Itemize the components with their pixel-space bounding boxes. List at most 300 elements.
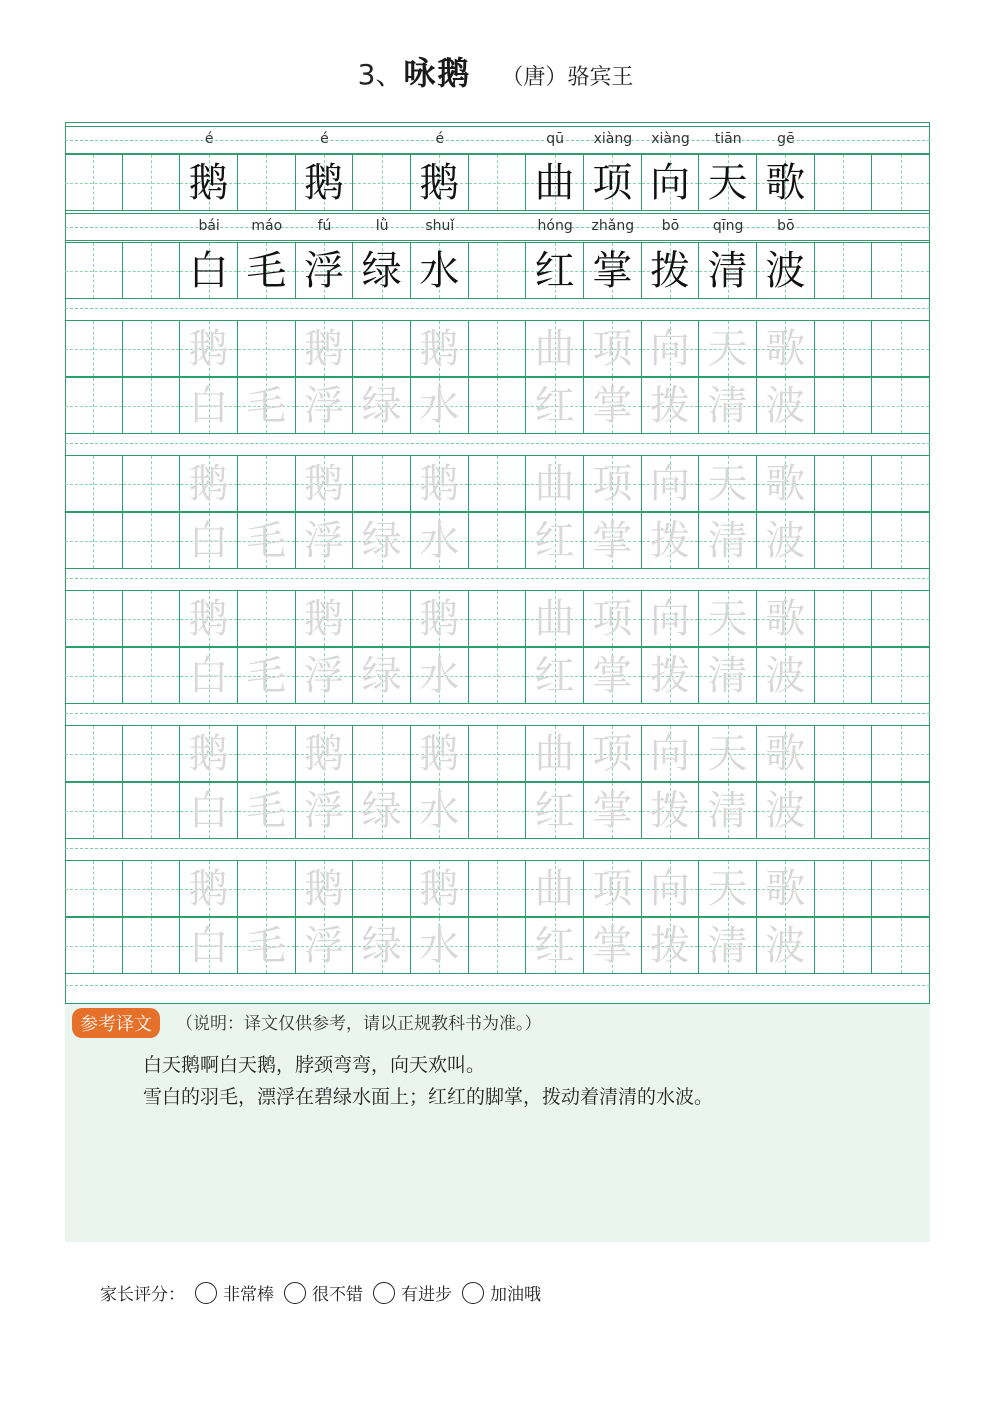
poem-title: 咏鹅 [403,54,472,92]
pinyin-syllable: máo [251,218,283,234]
tracing-character: 绿 [361,517,402,564]
tianzige-cell[interactable] [238,918,296,973]
tianzige-cell [757,243,815,298]
model-character: 向 [649,159,690,206]
pinyin-syllable: qīng [712,218,744,234]
tracing-character: 天 [707,460,748,507]
tracing-character: 浮 [303,517,344,564]
tracing-character: 毛 [246,517,287,564]
tianzige-cell[interactable] [526,321,584,376]
tracing-character: 拨 [649,652,690,699]
tianzige-cell[interactable] [353,861,411,916]
cell-guide-horizontal [815,349,872,350]
tracing-character: 掌 [592,922,633,969]
tianzige-cell[interactable] [123,861,181,916]
tianzige-cell[interactable] [526,726,584,781]
tianzige-cell[interactable] [699,456,757,511]
tracing-character: 曲 [534,460,575,507]
cell-guide-horizontal [469,183,526,184]
tianzige-cell[interactable] [584,783,642,838]
tianzige-cell[interactable] [296,513,354,568]
tianzige-cell[interactable] [238,591,296,646]
tracing-character: 毛 [246,922,287,969]
rating-option-label: 非常棒 [223,1285,274,1305]
tianzige-cell[interactable] [296,861,354,916]
tianzige-cell[interactable] [642,918,700,973]
tracing-character: 鹅 [188,730,229,777]
cell-guide-horizontal [65,271,122,272]
tianzige-cell[interactable] [65,378,123,433]
tianzige-cell[interactable] [65,726,123,781]
tianzige-cell[interactable] [65,456,123,511]
tianzige-cell[interactable] [526,378,584,433]
cell-guide-horizontal [65,754,122,755]
tianzige-cell[interactable] [469,648,527,703]
tianzige-cell[interactable] [872,648,930,703]
tianzige-cell[interactable] [469,726,527,781]
tianzige-cell[interactable] [526,648,584,703]
tianzige-cell [642,243,700,298]
tracing-character: 水 [419,652,460,699]
tianzige-cell[interactable] [872,591,930,646]
tracing-character: 拨 [649,787,690,834]
radio-circle-icon[interactable] [284,1282,306,1304]
tianzige-cell [757,155,815,210]
tracing-character: 向 [649,595,690,642]
tianzige-cell[interactable] [815,861,873,916]
tianzige-cell [872,155,930,210]
tracing-character: 向 [649,460,690,507]
tianzige-cell[interactable] [353,783,411,838]
tracing-character-row [65,860,930,917]
tianzige-cell[interactable] [296,321,354,376]
model-character: 绿 [361,247,402,294]
rating-option-label: 有进步 [401,1285,452,1305]
tracing-character: 水 [419,922,460,969]
tianzige-cell[interactable] [296,648,354,703]
tracing-character-row [65,377,930,434]
tianzige-cell[interactable] [353,726,411,781]
tianzige-cell[interactable] [469,918,527,973]
tianzige-cell [584,155,642,210]
cell-guide-horizontal [469,946,526,947]
tianzige-cell[interactable] [526,918,584,973]
tianzige-cell[interactable] [757,591,815,646]
tracing-character: 鹅 [303,730,344,777]
tianzige-cell[interactable] [872,321,930,376]
tianzige-cell[interactable] [872,861,930,916]
cell-guide-horizontal [353,889,410,890]
tracing-character: 鹅 [188,460,229,507]
tianzige-cell[interactable] [757,321,815,376]
tianzige-cell[interactable] [238,648,296,703]
tianzige-cell[interactable] [353,648,411,703]
tianzige-cell[interactable] [642,783,700,838]
tianzige-cell[interactable] [872,726,930,781]
translation-badge: 参考译文 [72,1008,160,1038]
tianzige-cell[interactable] [238,456,296,511]
tianzige-cell[interactable] [757,861,815,916]
tianzige-cell[interactable] [296,591,354,646]
tianzige-cell[interactable] [815,726,873,781]
tianzige-cell[interactable] [411,513,469,568]
tianzige-cell[interactable] [296,918,354,973]
tianzige-cell[interactable] [815,918,873,973]
cell-guide-horizontal [123,889,180,890]
cell-guide-horizontal [123,484,180,485]
tracing-character: 水 [419,517,460,564]
cell-guide-horizontal [872,946,929,947]
cell-guide-horizontal [353,349,410,350]
tianzige-cell[interactable] [238,861,296,916]
tianzige-cell [238,243,296,298]
tianzige-cell[interactable] [815,321,873,376]
cell-guide-horizontal [815,271,872,272]
tracing-character: 鹅 [303,325,344,372]
tianzige-cell[interactable] [238,321,296,376]
tracing-character: 红 [534,517,575,564]
pinyin-syllable: é [435,131,445,147]
cell-guide-horizontal [469,676,526,677]
tianzige-cell[interactable] [180,591,238,646]
tianzige-cell[interactable] [411,456,469,511]
tianzige-cell[interactable] [584,648,642,703]
translation-line-1: 白天鹅啊白天鹅，脖颈弯弯，向天欢叫。 [143,1054,486,1076]
tianzige-cell[interactable] [872,456,930,511]
tianzige-cell[interactable] [65,918,123,973]
tianzige-cell[interactable] [353,513,411,568]
tianzige-cell[interactable] [757,648,815,703]
tianzige-cell[interactable] [411,783,469,838]
tianzige-cell[interactable] [353,918,411,973]
tianzige-cell[interactable] [238,726,296,781]
tracing-character: 清 [707,787,748,834]
cell-guide-horizontal [238,754,295,755]
tianzige-cell[interactable] [123,726,181,781]
tianzige-cell[interactable] [526,861,584,916]
cell-guide-horizontal [65,183,122,184]
tracing-character: 鹅 [419,595,460,642]
rating-option-good[interactable] [284,1280,363,1305]
model-character: 水 [419,247,460,294]
tianzige-cell[interactable] [469,591,527,646]
tianzige-cell[interactable] [123,456,181,511]
tianzige-cell[interactable] [180,648,238,703]
tianzige-cell[interactable] [469,321,527,376]
tianzige-cell[interactable] [526,591,584,646]
tianzige-cell[interactable] [699,783,757,838]
tianzige-cell[interactable] [699,378,757,433]
cell-guide-horizontal [469,541,526,542]
model-character: 鹅 [303,159,344,206]
tracing-character: 天 [707,865,748,912]
translation-note: （说明：译文仅供参考，请以正规教科书为准。） [176,1014,542,1034]
tianzige-cell[interactable] [411,591,469,646]
tianzige-cell[interactable] [296,726,354,781]
tianzige-cell[interactable] [699,861,757,916]
tianzige-cell[interactable] [642,321,700,376]
tianzige-cell[interactable] [469,513,527,568]
tianzige-cell[interactable] [238,783,296,838]
tianzige-cell[interactable] [642,591,700,646]
tianzige-cell[interactable] [584,513,642,568]
tianzige-cell[interactable] [123,648,181,703]
model-character: 天 [707,159,748,206]
tianzige-cell[interactable] [584,861,642,916]
tianzige-cell[interactable] [469,456,527,511]
cell-guide-horizontal [872,889,929,890]
tracing-character: 天 [707,730,748,777]
tianzige-cell[interactable] [584,378,642,433]
radio-circle-icon[interactable] [195,1282,217,1304]
tianzige-cell[interactable] [872,783,930,838]
tianzige-cell[interactable] [123,918,181,973]
cell-guide-horizontal [123,619,180,620]
tianzige-cell[interactable] [180,513,238,568]
tracing-character: 红 [534,382,575,429]
tianzige-cell[interactable] [699,321,757,376]
tianzige-cell[interactable] [296,456,354,511]
cell-guide-horizontal [815,754,872,755]
tianzige-cell[interactable] [526,513,584,568]
tianzige-cell[interactable] [757,726,815,781]
translation-line-2: 雪白的羽毛，漂浮在碧绿水面上；红红的脚掌，拨动着清清的水波。 [143,1086,714,1108]
tianzige-cell [815,243,873,298]
tianzige-cell[interactable] [642,456,700,511]
tianzige-cell[interactable] [526,456,584,511]
tianzige-cell[interactable] [699,591,757,646]
tianzige-cell[interactable] [353,456,411,511]
tracing-character: 红 [534,922,575,969]
tracing-character: 毛 [246,787,287,834]
pinyin-syllable: hóng [537,218,573,234]
cell-guide-horizontal [469,484,526,485]
tracing-character: 向 [649,325,690,372]
radio-circle-icon[interactable] [462,1282,484,1304]
cell-guide-horizontal [815,619,872,620]
tianzige-cell[interactable] [815,456,873,511]
tianzige-cell[interactable] [815,648,873,703]
tianzige-cell [699,155,757,210]
rating-option-keep-going[interactable] [462,1280,541,1305]
tianzige-cell[interactable] [123,783,181,838]
cell-guide-horizontal [65,811,122,812]
tianzige-cell[interactable] [238,513,296,568]
tianzige-cell[interactable] [815,591,873,646]
tianzige-cell[interactable] [411,321,469,376]
tianzige-cell[interactable] [65,591,123,646]
cell-guide-horizontal [123,349,180,350]
tianzige-cell[interactable] [180,726,238,781]
tianzige-cell [123,243,181,298]
rating-option-excellent[interactable] [195,1280,274,1305]
tianzige-cell[interactable] [65,321,123,376]
tianzige-cell[interactable] [65,513,123,568]
tianzige-cell[interactable] [123,378,181,433]
tianzige-cell [872,243,930,298]
tracing-character: 拨 [649,517,690,564]
tianzige-cell[interactable] [65,861,123,916]
tianzige-cell[interactable] [296,783,354,838]
cell-guide-horizontal [65,349,122,350]
tianzige-cell[interactable] [411,648,469,703]
tianzige-cell[interactable] [411,378,469,433]
cell-guide-horizontal [872,754,929,755]
tianzige-cell[interactable] [123,591,181,646]
cell-guide-horizontal [815,811,872,812]
tianzige-cell[interactable] [296,378,354,433]
tracing-character: 掌 [592,517,633,564]
tianzige-cell[interactable] [757,918,815,973]
tianzige-cell[interactable] [180,918,238,973]
tianzige-cell [411,243,469,298]
tianzige-cell[interactable] [757,378,815,433]
tracing-character: 水 [419,787,460,834]
tianzige-cell[interactable] [815,378,873,433]
tianzige-cell[interactable] [526,783,584,838]
cell-guide-horizontal [123,811,180,812]
tianzige-cell [65,243,123,298]
tianzige-cell[interactable] [180,378,238,433]
tianzige-cell [469,155,527,210]
tianzige-cell[interactable] [872,918,930,973]
tianzige-cell[interactable] [642,513,700,568]
tianzige-cell[interactable] [238,378,296,433]
group-separator-line [65,308,930,309]
tianzige-cell[interactable] [123,513,181,568]
tianzige-cell [526,243,584,298]
tianzige-cell[interactable] [699,918,757,973]
tianzige-cell [642,155,700,210]
tracing-character: 白 [188,517,229,564]
tianzige-cell[interactable] [123,321,181,376]
tracing-character: 鹅 [303,595,344,642]
tianzige-cell[interactable] [872,378,930,433]
cell-guide-horizontal [872,183,929,184]
cell-guide-horizontal [469,811,526,812]
cell-guide-horizontal [65,889,122,890]
tracing-character: 绿 [361,652,402,699]
model-character: 拨 [649,247,690,294]
tracing-character-row [65,320,930,377]
tianzige-cell[interactable] [469,861,527,916]
tianzige-cell[interactable] [757,513,815,568]
tracing-character: 绿 [361,382,402,429]
tianzige-cell[interactable] [757,456,815,511]
group-separator-line [65,713,930,714]
tracing-character-row [65,512,930,569]
tracing-character: 清 [707,517,748,564]
tracing-character: 项 [592,730,633,777]
tianzige-cell[interactable] [353,321,411,376]
radio-circle-icon[interactable] [373,1282,395,1304]
tianzige-cell[interactable] [411,918,469,973]
tracing-character: 项 [592,865,633,912]
tianzige-cell[interactable] [469,783,527,838]
tianzige-cell[interactable] [584,726,642,781]
tianzige-cell[interactable] [65,783,123,838]
cell-guide-horizontal [238,619,295,620]
tianzige-cell[interactable] [180,861,238,916]
tracing-character: 浮 [303,652,344,699]
tianzige-cell[interactable] [584,918,642,973]
tracing-character: 鹅 [419,730,460,777]
tianzige-cell[interactable] [642,861,700,916]
tianzige-cell[interactable] [411,861,469,916]
cell-guide-horizontal [815,889,872,890]
tianzige-cell[interactable] [353,378,411,433]
tianzige-cell[interactable] [180,783,238,838]
rating-option-progress[interactable] [373,1280,452,1305]
tracing-character: 拨 [649,382,690,429]
tianzige-cell[interactable] [584,591,642,646]
cell-guide-horizontal [469,271,526,272]
tracing-character: 白 [188,787,229,834]
tianzige-cell[interactable] [180,321,238,376]
tracing-character: 鹅 [419,325,460,372]
tianzige-cell [65,155,123,210]
tianzige-cell[interactable] [469,378,527,433]
tianzige-cell [238,155,296,210]
tianzige-cell[interactable] [180,456,238,511]
tianzige-cell[interactable] [65,648,123,703]
tianzige-cell [584,243,642,298]
tracing-character: 鹅 [419,460,460,507]
cell-guide-horizontal [353,619,410,620]
cell-guide-horizontal [469,619,526,620]
tianzige-cell[interactable] [815,513,873,568]
tracing-character: 掌 [592,652,633,699]
tracing-character: 歌 [765,460,806,507]
tianzige-cell[interactable] [584,321,642,376]
tianzige-cell[interactable] [411,726,469,781]
cell-guide-horizontal [123,946,180,947]
tracing-character: 曲 [534,730,575,777]
cell-guide-horizontal [872,811,929,812]
cell-guide-horizontal [815,541,872,542]
tianzige-cell[interactable] [699,513,757,568]
tianzige-cell[interactable] [815,783,873,838]
tracing-character: 曲 [534,325,575,372]
cell-guide-horizontal [65,406,122,407]
tracing-character: 天 [707,325,748,372]
tianzige-cell [411,155,469,210]
cell-guide-horizontal [815,406,872,407]
tracing-character: 绿 [361,787,402,834]
cell-guide-horizontal [123,754,180,755]
tianzige-cell[interactable] [642,648,700,703]
cell-guide-horizontal [469,406,526,407]
tianzige-cell[interactable] [757,783,815,838]
tianzige-cell[interactable] [699,648,757,703]
tianzige-cell[interactable] [353,591,411,646]
group-separator-line [65,578,930,579]
tracing-character-row [65,455,930,512]
tracing-character: 毛 [246,382,287,429]
tianzige-cell[interactable] [872,513,930,568]
tianzige-cell [296,155,354,210]
group-separator-line [65,848,930,849]
tracing-character: 白 [188,382,229,429]
page-title [0,48,991,94]
cell-guide-horizontal [123,406,180,407]
tianzige-cell[interactable] [584,456,642,511]
model-character: 项 [592,159,633,206]
cell-guide-horizontal [469,889,526,890]
tianzige-cell[interactable] [699,726,757,781]
tianzige-cell[interactable] [642,378,700,433]
tianzige-cell[interactable] [642,726,700,781]
